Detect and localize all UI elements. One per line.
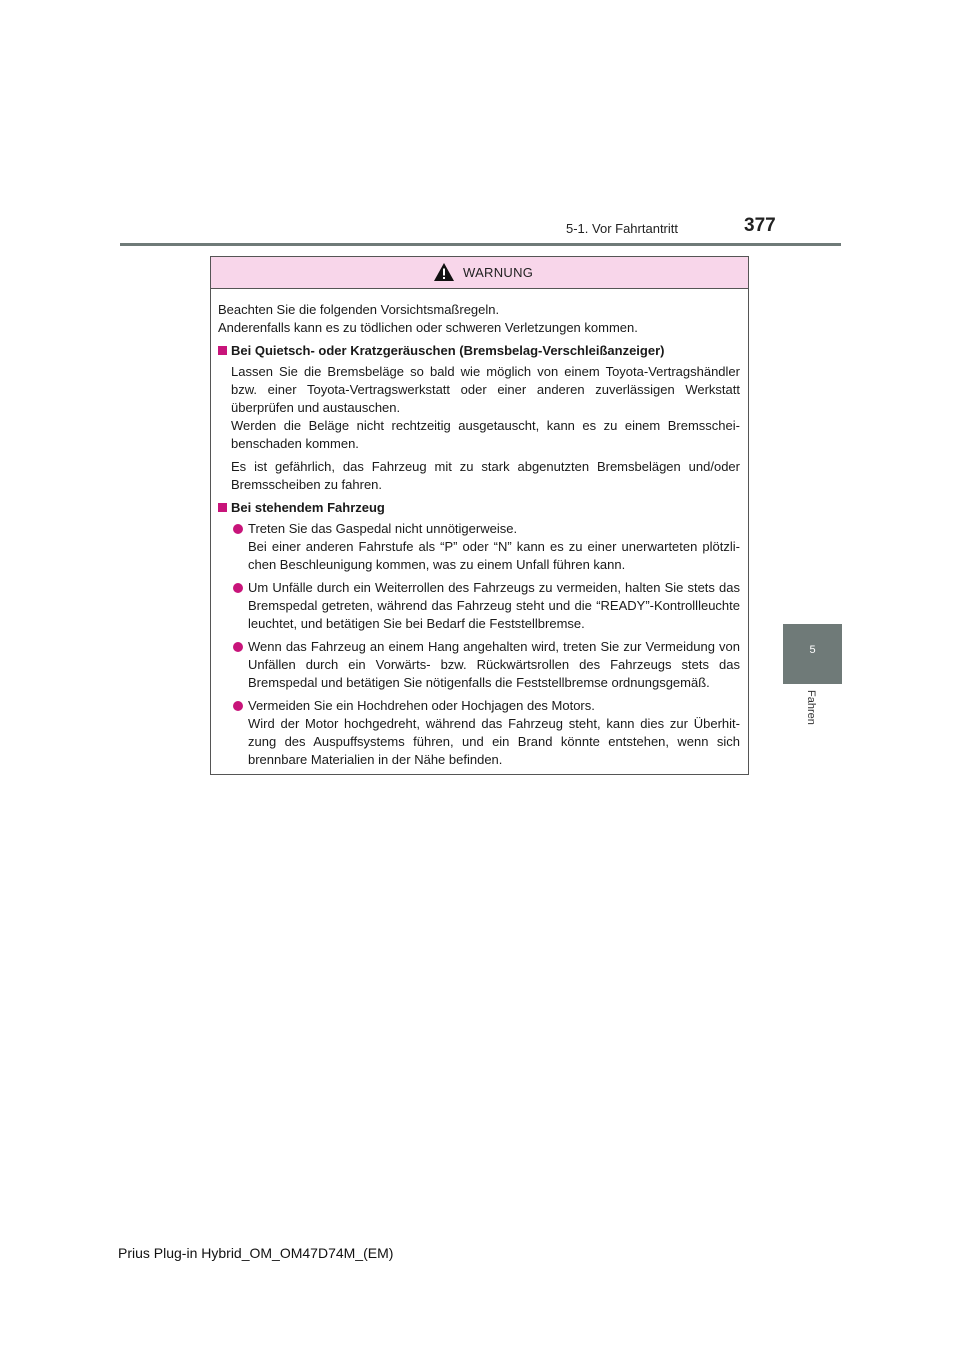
section-heading: [218, 499, 740, 517]
bullet-text: Vermeiden Sie ein Hochdrehen oder Hochjagen des Motors.: [248, 698, 595, 713]
square-bullet-icon: [218, 346, 227, 355]
warning-header: [211, 257, 748, 289]
warning-body: [211, 289, 748, 769]
section-heading: [218, 342, 740, 360]
bullet-text: Wird der Motor hochgedreht, während das Fahrzeug steht, kann dies zur Überhitzung des Auspuffsystems führen, und ein Brand könnte entstehen, wenn sich brennbare Materialien in der Nähe befinden.: [248, 716, 740, 767]
section-heading-text: Bei Quietsch- oder Kratzgeräuschen (Bremsbelag-Verschleißanzeiger): [231, 343, 665, 358]
round-bullet-icon: [233, 701, 243, 711]
warning-box: [210, 256, 749, 775]
section-heading-text: Bei stehendem Fahrzeug: [231, 500, 385, 515]
bullet-text: Bei einer anderen Fahrstufe als “P” oder “N” kann es zu einer unerwarteten plötzlichen Beschleunigung kommen, was zu einem Unfall führen kann.: [248, 539, 740, 572]
bullet-text: Um Unfälle durch ein Weiterrollen des Fahrzeugs zu vermeiden, halten Sie stets das Bremspedal getreten, während das Fahrzeug steht und die “READY”-Kontrollleuchte leuchtet, und betätigen Sie bei Bedarf die Feststellbremse.: [248, 580, 740, 631]
bullet-item: [218, 520, 740, 574]
warning-triangle-icon: [433, 262, 455, 282]
bullet-item: [218, 638, 740, 692]
round-bullet-icon: [233, 642, 243, 652]
section-paragraph: [218, 458, 740, 494]
bullet-text: Wenn das Fahrzeug an einem Hang angehalten wird, treten Sie zur Vermeidung von Unfällen durch ein Vorwärts- bzw. Rückwärtsrollen des Fahrzeugs stets das Bremspedal und betätigen Sie nötigenfalls die Feststellbremse ordnungsgemäß.: [248, 639, 740, 690]
bullet-item: [218, 579, 740, 633]
warning-title: WARNUNG: [463, 265, 534, 280]
intro-line: Beachten Sie die folgenden Vorsichtsmaßregeln.: [218, 302, 500, 317]
footer-document-id: Prius Plug-in Hybrid_OM_OM47D74M_(EM): [118, 1245, 394, 1261]
chapter-number: 5: [809, 644, 816, 656]
bullet-item: [218, 697, 740, 769]
paragraph-text: Lassen Sie die Bremsbeläge so bald wie möglich von einem Toyota-Vertragshändler bzw. einer Toyota-Vertragswerkstatt oder einer anderen zuverlässigen Werkstatt überprüfen und austauschen.: [231, 364, 740, 415]
round-bullet-icon: [233, 583, 243, 593]
paragraph-text: Es ist gefährlich, das Fahrzeug mit zu stark abgenutzten Bremsbelägen und/oder Bremsscheiben zu fahren.: [231, 459, 740, 492]
section-paragraph: [218, 363, 740, 453]
square-bullet-icon: [218, 503, 227, 512]
warning-intro: [218, 301, 740, 337]
round-bullet-icon: [233, 524, 243, 534]
section-title: 5-1. Vor Fahrtantritt: [566, 221, 678, 236]
chapter-label: Fahren: [805, 690, 817, 725]
chapter-tab: [783, 624, 842, 684]
header-rule: [120, 243, 841, 246]
intro-line: Anderenfalls kann es zu tödlichen oder schweren Verletzungen kommen.: [218, 320, 638, 335]
bullet-text: Treten Sie das Gaspedal nicht unnötigerweise.: [248, 521, 518, 536]
paragraph-text: Werden die Beläge nicht rechtzeitig ausgetauscht, kann es zu einem Bremsscheibenschaden kommen.: [231, 418, 740, 451]
page-number: 377: [744, 215, 776, 236]
